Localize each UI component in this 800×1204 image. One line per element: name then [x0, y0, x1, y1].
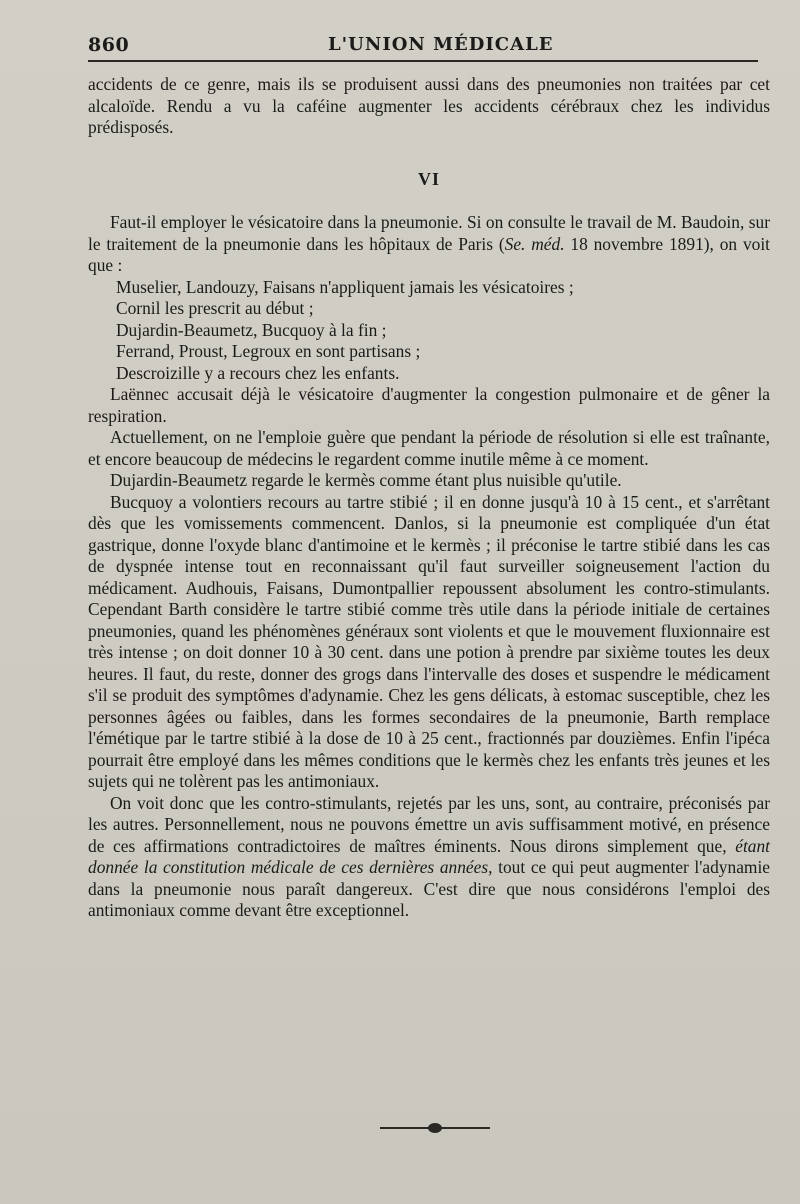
- list-item: Descroizille y a recours chez les enfants.: [116, 362, 400, 383]
- paragraph-vesicatoire-end: 18 novembre 1891), on voit que :: [88, 233, 771, 275]
- article-body: [88, 74, 770, 922]
- paragraph-conclusion-end: tout ce qui peut augmenter l'adynamie dans la pneumonie nous paraît dangereux. C'est dire que nous considérons l'emploi des antimoniaux comme devant être exceptionnel.: [88, 857, 770, 920]
- paragraph-continuation: accidents de ce genre, mais ils se produisent aussi dans des pneumonies non traitées par cet alcaloïde. Rendu a vu la caféine augmenter les accidents cérébraux chez les individus prédisposés.: [88, 74, 770, 137]
- section-heading: VI: [417, 168, 440, 189]
- paragraph-actuellement: Actuellement, on ne l'emploie guère que pendant la période de résolution si elle est traînante, et encore beaucoup de médecins le regardent comme inutile même à ce moment.: [88, 427, 770, 469]
- paragraph-vesicatoire: [88, 212, 770, 277]
- paragraph-vesicatoire-text: Faut-il employer le vésicatoire dans la pneumonie. Si on consulte le travail de M. Baudoin, sur le traitement de la pneumonie dans les hôpitaux de Paris (: [88, 212, 770, 254]
- paragraph-conclusion: [88, 793, 770, 922]
- list-item: Ferrand, Proust, Legroux en sont partisans ;: [116, 341, 421, 361]
- list-item: Cornil les prescrit au début ;: [116, 298, 314, 318]
- ornament-dot: [428, 1123, 442, 1133]
- page-number: 860: [88, 34, 130, 56]
- paragraph-conclusion-start: On voit donc que les contro-stimulants, rejetés par les uns, sont, au contraire, préconisés par les autres. Personnellement, nous ne pouvons émettre un avis suffisamment motivé, en présence de ces affirmations contradictoires de maîtres éminents. Nous dirons simplement que,: [88, 792, 770, 856]
- journal-title: L'UNION MÉDICALE: [328, 34, 554, 55]
- page-header: [88, 32, 760, 58]
- paragraph-laennec: Laënnec accusait déjà le vésicatoire d'augmenter la congestion pulmonaire et de gêner la respiration.: [88, 384, 770, 426]
- paragraph-kermes: Dujardin-Beaumetz regarde le kermès comme étant plus nuisible qu'utile.: [110, 470, 622, 490]
- source-citation: Se. méd.: [504, 233, 565, 254]
- list-item: Muselier, Landouzy, Faisans n'appliquent jamais les vésicatoires ;: [116, 276, 574, 297]
- end-ornament: [380, 1120, 490, 1136]
- list-item: Dujardin-Beaumetz, Bucquoy à la fin ;: [116, 319, 387, 340]
- paragraph-conclusion-italic: étant donnée la constitution médicale de ces dernières années,: [88, 835, 770, 877]
- paragraph-bucquoy: Bucquoy a volontiers recours au tartre stibié ; il en donne jusqu'à 10 à 15 cent., et s'arrêtant dès que les vomissements commencent. Danlos, si la pneumonie est compliquée d'un état gastrique, donne l'oxyde blanc d'antimoine et le kermès ; il préconise le tartre stibié dans les cas de dyspnée intense tout en reconnaissant qu'il faut surveiller soigneusement l'action du médicament. Audhouis, Faisans, Dumontpallier repoussent absolument les contro-stimulants. Cependant Barth considère le tartre stibié comme très utile dans la période initiale de certaines pneumonies, quand les phénomènes généraux sont violents et que le mouvement fluxionnaire est très intense ; on doit donner 10 à 30 cent. dans une potion à prendre par sixième toutes les deux heures. Il faut, du reste, donner des grogs dans l'intervalle des doses et suspendre le médicament s'il se produit des symptômes d'adynamie. Chez les gens délicats, à estomac susceptible, chez les personnes âgées ou faibles, dans les formes secondaires de la pneumonie, Barth remplace l'émétique par le tartre stibié à la dose de 10 à 25 cent., fractionnés par douzièmes. Enfin l'ipéca pourrait être employé dans les mêmes conditions que le kermès chez les enfants très jeunes et les sujets qui ne tolèrent pas les antimoniaux.: [88, 491, 770, 791]
- header-rule: [88, 60, 758, 62]
